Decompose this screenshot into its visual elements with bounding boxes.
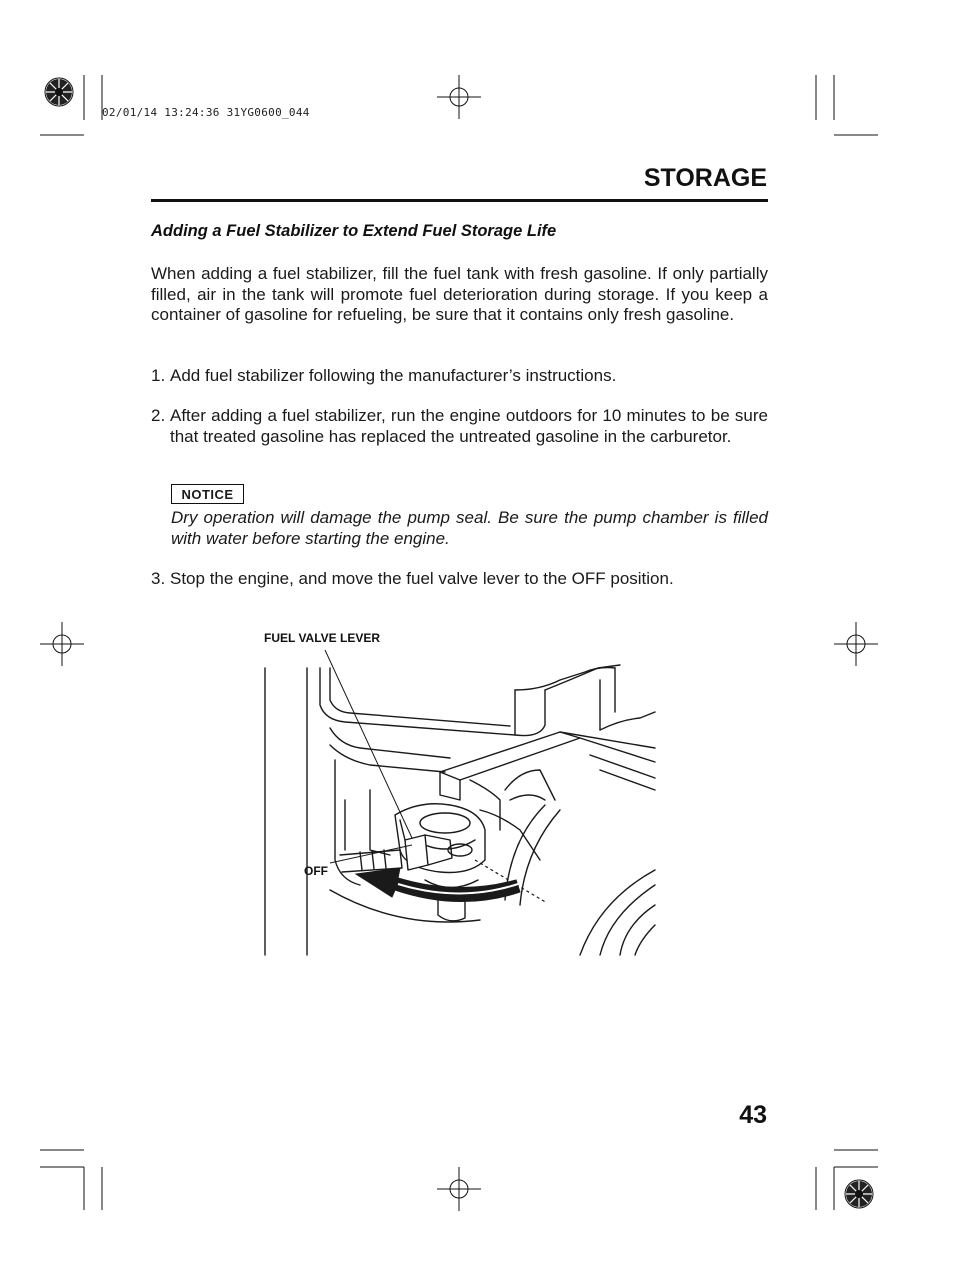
step-text — [170, 366, 768, 387]
notice-line: chamber is filled with water before starting the engine. — [171, 508, 768, 548]
title-rule — [151, 199, 768, 202]
intro-line: only partially filled, air in the tank will promote fuel deterioration — [151, 264, 768, 304]
page-number: 43 — [739, 1101, 767, 1129]
step-text — [170, 569, 768, 590]
step-number: 1. — [151, 366, 166, 385]
step-number: 3. — [151, 569, 166, 588]
step-2 — [151, 406, 768, 447]
step-line: to be sure that treated gasoline has replaced the untreated gasoline — [170, 406, 768, 446]
step-line: Stop the engine, and move the fuel valve lever to the OFF position. — [170, 569, 674, 588]
print-stamp: 02/01/14 13:24:36 31YG0600_044 — [102, 106, 310, 119]
starburst-top-left — [45, 78, 73, 106]
intro-paragraph — [151, 264, 768, 326]
step-1 — [151, 366, 768, 387]
crosshair-right — [834, 622, 878, 666]
starburst-bottom-right — [845, 1180, 873, 1208]
rotate-arrow-icon — [356, 868, 520, 902]
step-line: Add fuel stabilizer following the manufacturer’s instructions. — [170, 366, 617, 385]
intro-line: When adding a fuel stabilizer, fill the fuel tank with fresh gasoline. If — [151, 264, 667, 283]
step-3 — [151, 569, 768, 590]
fuel-valve-illustration — [260, 645, 660, 960]
step-text — [170, 406, 768, 447]
notice-line: Dry operation will damage the pump seal. Be sure the pump — [171, 508, 637, 527]
section-title: STORAGE — [643, 164, 767, 192]
crosshair-bottom — [437, 1167, 481, 1211]
subheading: Adding a Fuel Stabilizer to Extend Fuel Storage Life — [151, 222, 557, 240]
crosshair-left — [40, 622, 84, 666]
notice-label: NOTICE — [171, 484, 244, 504]
crosshair-top — [437, 75, 481, 119]
fuel-valve-lever-label: FUEL VALVE LEVER — [264, 631, 381, 645]
off-label: OFF — [304, 864, 328, 878]
notice-text — [171, 508, 768, 549]
intro-line: sure that it contains only fresh gasoline. — [435, 305, 735, 324]
step-line: After adding a fuel stabilizer, run the engine outdoors for 10 minutes — [170, 406, 687, 425]
step-number: 2. — [151, 406, 166, 425]
intro-line: during storage. If you keep a container of gasoline for refueling, be — [151, 284, 768, 324]
step-line: in the carburetor. — [603, 426, 732, 446]
